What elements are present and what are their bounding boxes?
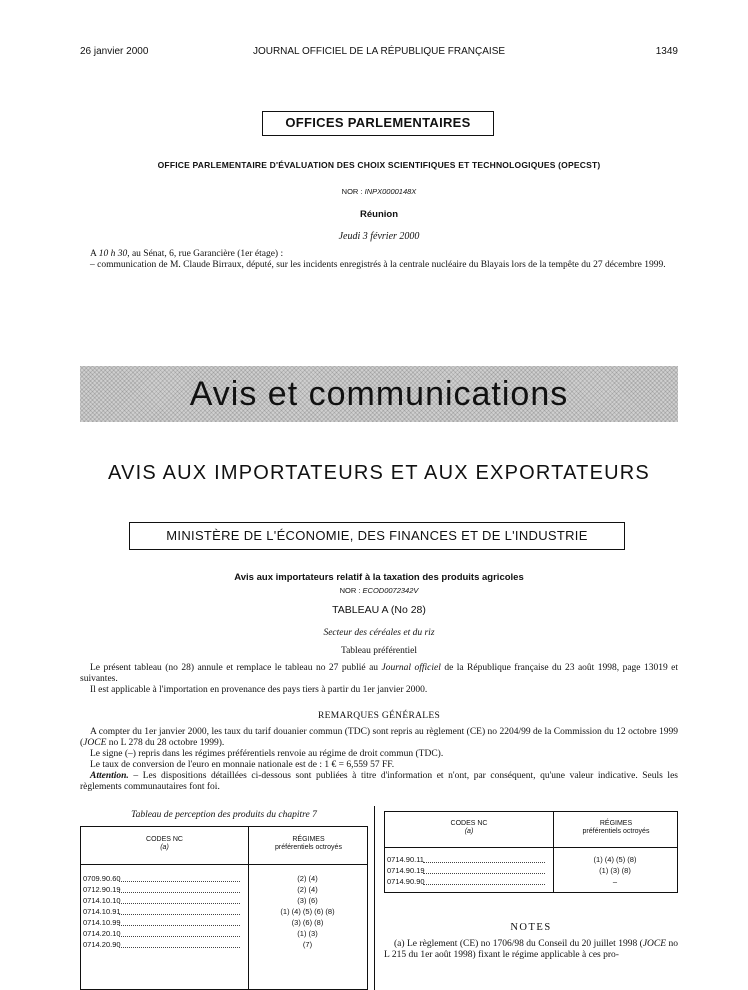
table-caption: Tableau de perception des produits du chapitre 7 xyxy=(131,810,317,820)
reunion-date: Jeudi 3 février 2000 xyxy=(338,231,420,242)
cell-code: 0714.20.90 xyxy=(83,940,121,949)
table-row xyxy=(81,895,367,906)
cell-code: 0714.10.91 xyxy=(83,907,121,916)
office-nor-code: INPX0000148X xyxy=(364,187,417,196)
paragraph-taux-conversion: Le taux de conversion de l'euro en monnaie nationale est de : 1 € = 6,559 57 FF. xyxy=(90,760,395,770)
reunion-agenda-item: – communication de M. Claude Birraux, député, sur les incidents enregistrés à la centrale nucléaire du Blayais lors de la tempête du 27 décembre 1999. xyxy=(90,260,666,270)
header-codes-label: CODES NC xyxy=(146,836,183,843)
cell-regime: (1) (4) (5) (6) (8) xyxy=(280,907,335,916)
leader-dots xyxy=(119,881,240,882)
header-date: 26 janvier 2000 xyxy=(80,46,149,57)
avis-nor-label: NOR : xyxy=(339,586,361,595)
table-row xyxy=(81,917,367,928)
header-codes-note: (a) xyxy=(160,844,169,851)
cell-regime: (2) (4) xyxy=(297,874,318,883)
tableau-heading: TABLEAU A (No 28) xyxy=(332,604,426,616)
attention-label: Attention. xyxy=(90,771,129,781)
reunion-time-prefix: A xyxy=(90,249,99,259)
office-nor xyxy=(80,187,678,196)
header-regimes-sub: préférentiels octroyés xyxy=(582,828,650,835)
p3-joce: JOCE xyxy=(83,737,107,748)
cell-code: 0712.90.19 xyxy=(83,885,121,894)
cell-code: 0714.10.10 xyxy=(83,896,121,905)
remarques-heading: REMARQUES GÉNÉRALES xyxy=(317,711,441,721)
cell-regime: (2) (4) xyxy=(297,885,318,894)
notes-heading: NOTES xyxy=(510,922,552,933)
tariff-table-right xyxy=(384,811,678,893)
cell-regime: (1) (3) xyxy=(297,929,318,938)
notes-text xyxy=(384,939,678,960)
header-regimes xyxy=(248,836,369,852)
table-row xyxy=(81,939,367,950)
leader-dots xyxy=(119,914,240,915)
paragraph-annulation xyxy=(80,663,678,684)
tariff-table-left xyxy=(80,826,368,990)
table-row xyxy=(385,865,677,876)
notes-text-b: no L 215 du 1er août 1998) fixant le régime applicable à ces pro- xyxy=(384,939,679,960)
cell-regime: (3) (6) xyxy=(297,896,318,905)
page-header xyxy=(80,46,678,60)
p1-text-b: de la République française du 23 août 1998, page 13019 et suivantes. xyxy=(80,663,679,684)
cell-code: 0714.20.10 xyxy=(83,929,121,938)
cell-regime: (1) (4) (5) (8) xyxy=(593,855,637,864)
leader-dots xyxy=(423,862,545,863)
table-row xyxy=(81,928,367,939)
cell-regime: (1) (3) (8) xyxy=(599,866,631,875)
avis-communications-banner: Avis et communications xyxy=(80,366,678,422)
header-codes-label: CODES NC xyxy=(450,820,488,827)
header-regimes-label: RÉGIMES xyxy=(292,836,325,843)
p3-text-a: A compter du 1er janvier 2000, les taux du tarif douanier commun (TDC) sont repris au règlement (CE) no 2204/99 de la Commission du 12 octobre 1999 ( xyxy=(80,727,678,748)
header-regimes xyxy=(553,820,679,836)
leader-dots xyxy=(119,925,240,926)
header-codes-note: (a) xyxy=(464,828,474,835)
paragraph-application: Il est applicable à l'importation en provenance des pays tiers à partir du 1er janvier 2000. xyxy=(90,685,428,695)
offices-section-box: OFFICES PARLEMENTAIRES xyxy=(262,111,494,136)
leader-dots xyxy=(423,884,545,885)
column-rule xyxy=(374,806,375,990)
reunion-heading: Réunion xyxy=(360,209,398,220)
cell-regime: (7) xyxy=(302,940,313,949)
paragraph-tdc xyxy=(80,727,678,748)
office-name: OFFICE PARLEMENTAIRE D'ÉVALUATION DES CHOIX SCIENTIFIQUES ET TECHNOLOGIQUES (OPECST) xyxy=(157,160,601,170)
header-regimes-label: RÉGIMES xyxy=(599,820,633,827)
avis-title: Avis aux importateurs relatif à la taxation des produits agricoles xyxy=(234,572,524,583)
tableau-preferentiel-heading: Tableau préférentiel xyxy=(340,646,418,656)
attention-text: – Les dispositions détaillées ci-dessous sont publiées à titre d'information et n'ont, par conséquent, qu'une valeur indicative. Seuls les règlements communautaires font foi. xyxy=(80,771,678,792)
avis-nor xyxy=(80,586,678,595)
secteur-heading: Secteur des céréales et du riz xyxy=(323,628,435,638)
reunion-location: , au Sénat, 6, rue Garancière (1er étage) : xyxy=(127,249,284,259)
leader-dots xyxy=(119,892,240,893)
table-row xyxy=(81,873,367,884)
cell-regime: – xyxy=(612,877,618,886)
leader-dots xyxy=(119,903,240,904)
office-nor-label: NOR : xyxy=(341,187,363,196)
leader-dots xyxy=(119,936,240,937)
reunion-time-line xyxy=(80,249,678,260)
paragraph-signe: Le signe (–) repris dans les régimes préférentiels renvoie au régime de droit commun (TDC). xyxy=(90,749,444,759)
cell-code: 0714.90.90 xyxy=(387,877,425,886)
ministry-box: MINISTÈRE DE L'ÉCONOMIE, DES FINANCES ET DE L'INDUSTRIE xyxy=(129,522,625,550)
reunion-time: 10 h 30 xyxy=(98,249,128,259)
header-regimes-sub: préférentiels octroyés xyxy=(275,844,342,851)
notes-text-a: (a) Le règlement (CE) no 1706/98 du Conseil du 20 juillet 1998 ( xyxy=(394,939,643,949)
paragraph-attention xyxy=(80,771,678,792)
cell-regime: (3) (6) (8) xyxy=(291,918,324,927)
avis-nor-code: ECOD0072342V xyxy=(362,586,419,595)
table-row xyxy=(385,876,677,887)
p1-text-a: Le présent tableau (no 28) annule et remplace le tableau no 27 publié au xyxy=(90,663,382,673)
header-page-number: 1349 xyxy=(655,46,678,57)
table-row xyxy=(385,854,677,865)
section-title: AVIS AUX IMPORTATEURS ET AUX EXPORTATEURS xyxy=(108,462,650,484)
p3-text-b: no L 278 du 28 octobre 1999). xyxy=(106,737,225,748)
notes-joce: JOCE xyxy=(642,939,667,949)
header-journal-title: JOURNAL OFFICIEL DE LA RÉPUBLIQUE FRANÇAISE xyxy=(252,46,506,57)
header-codes xyxy=(81,836,248,852)
header-codes xyxy=(385,820,553,836)
cell-code: 0709.90.60 xyxy=(83,874,121,883)
cell-code: 0714.90.19 xyxy=(387,866,425,875)
leader-dots xyxy=(119,947,240,948)
cell-code: 0714.10.99 xyxy=(83,918,121,927)
leader-dots xyxy=(423,873,545,874)
cell-code: 0714.90.11 xyxy=(387,855,424,864)
p1-journal-officiel: Journal officiel xyxy=(381,663,441,673)
table-row xyxy=(81,906,367,917)
table-row xyxy=(81,884,367,895)
